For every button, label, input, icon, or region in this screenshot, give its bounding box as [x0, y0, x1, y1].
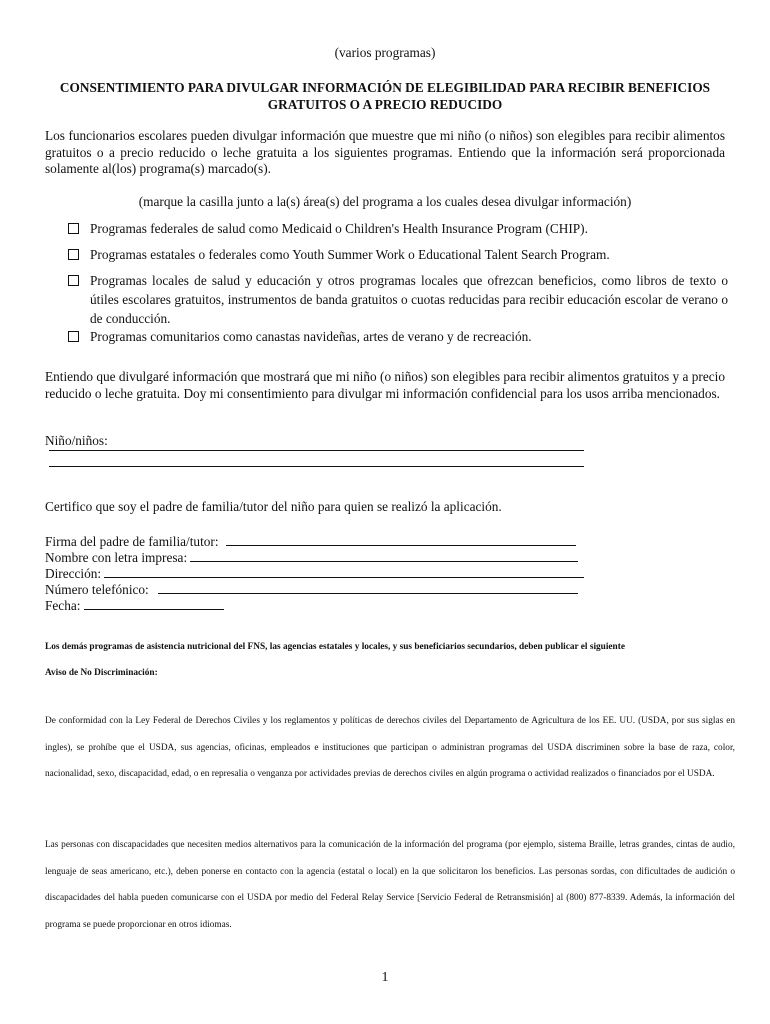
notice-heading: Aviso de No Discriminación:	[45, 668, 158, 678]
signature-input-line[interactable]	[226, 533, 576, 546]
name-input-line[interactable]	[190, 549, 578, 562]
option-label: Programas comunitarios como canastas navideñas, artes de verano y de recreación.	[90, 329, 532, 344]
date-field	[45, 597, 605, 614]
form-subtitle: (varios programas)	[334, 45, 436, 60]
form-title-line-1: CONSENTIMIENTO PARA DIVULGAR INFORMACIÓN DE ELEGIBILIDAD PARA RECIBIR BENEFICIOS	[59, 80, 711, 95]
option-label: Programas estatales o federales como Youth Summer Work o Educational Talent Search Program.	[90, 247, 610, 262]
date-label: Fecha:	[45, 598, 81, 613]
signature-field	[45, 533, 605, 550]
page-number: 1	[381, 970, 389, 985]
option-label: Programas federales de salud como Medicaid o Children's Health Insurance Program (CHIP).	[90, 221, 588, 236]
phone-field	[45, 581, 605, 598]
consent-paragraph: Entiendo que divulgaré información que mostrará que mi niño (o niños) son elegibles para recibir alimentos gratuitos y a precio reducido o leche gratuita. Doy mi consentimiento para divulgar mi información confidencial para los usos arriba mencionados.	[45, 369, 725, 401]
option-label: Programas locales de salud y educación y otros programas locales que ofrezcan beneficios, como libros de texto o útiles escolares gratuitos, instrumentos de banda gratuitos o cuotas reducidas para recibir educación escolar de verano o de conducción.	[90, 273, 728, 326]
checkbox[interactable]	[68, 275, 79, 286]
date-input-line[interactable]	[84, 597, 224, 610]
checkbox[interactable]	[68, 223, 79, 234]
phone-input-line[interactable]	[158, 581, 578, 594]
name-field	[45, 549, 605, 566]
address-field	[45, 565, 605, 582]
option-federal-health[interactable]	[68, 219, 728, 238]
checkbox[interactable]	[68, 331, 79, 342]
notice-lead: Los demás programas de asistencia nutricional del FNS, las agencias estatales y locales, y sus beneficiarios secundarios, deben publicar el siguiente	[45, 642, 625, 652]
form-title-line-2: GRATUITOS O A PRECIO REDUCIDO	[267, 97, 503, 112]
option-state-federal[interactable]	[68, 245, 728, 264]
children-label: Niño/niños:	[45, 433, 108, 448]
option-local-health-education[interactable]	[68, 271, 728, 328]
name-label: Nombre con letra impresa:	[45, 550, 188, 565]
notice-paragraph-1: De conformidad con la Ley Federal de Derechos Civiles y los reglamentos y políticas de derechos civiles del Departamento de Agricultura de los EE. UU. (USDA, por sus siglas en ingles), se prohíbe que el USDA, sus agencias, oficinas, empleados e instituciones que participan o administran programas del USDA discriminen sobre la base de raza, color, nacionalidad, sexo, discapacidad, edad, o en represalia o venganza por actividades previas de derechos civiles en algún programa o actividad realizados o financiados por el USDA.	[45, 716, 735, 779]
form-title	[45, 79, 725, 113]
phone-label: Número telefónico:	[45, 582, 149, 597]
option-community[interactable]	[68, 327, 728, 346]
address-input-line[interactable]	[104, 565, 584, 578]
certify-statement: Certifico que soy el padre de familia/tutor del niño para quien se realizó la aplicación.	[45, 499, 502, 514]
checkbox[interactable]	[68, 249, 79, 260]
address-label: Dirección:	[45, 566, 102, 581]
instruction-text: (marque la casilla junto a la(s) área(s) del programa a los cuales desea divulgar información)	[138, 194, 632, 209]
children-line-2[interactable]	[49, 466, 584, 467]
notice-paragraph-2: Las personas con discapacidades que necesiten medios alternativos para la comunicación de la información del programa (por ejemplo, sistema Braille, letras grandes, cintas de audio, lenguaje de seas americano, etc.), deben ponerse en contacto con la agencia (estatal o local) en la que solicitaron los beneficios. Las personas sordas, con dificultades de audición o discapacidades del habla pueden comunicarse con el USDA por medio del Federal Relay Service [Servicio Federal de Retransmisión] al (800) 877-8339. Además, la información del programa se puede proporcionar en otros idiomas.	[45, 840, 735, 930]
children-line-1[interactable]	[49, 450, 584, 451]
signature-label: Firma del padre de familia/tutor:	[45, 534, 219, 549]
intro-paragraph: Los funcionarios escolares pueden divulgar información que muestre que mi niño (o niños) son elegibles para recibir alimentos gratuitos o a precio reducido o leche gratuita a los siguientes programas. Entiendo que la información será proporcionada solamente al(los) programa(s) marcado(s).	[45, 128, 725, 176]
